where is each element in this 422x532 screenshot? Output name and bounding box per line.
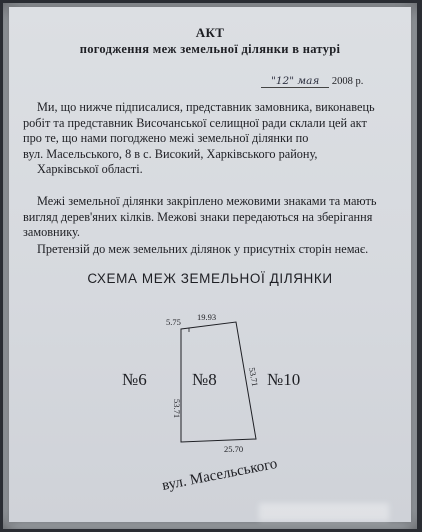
top-right-length-label: 19.93 <box>197 312 217 322</box>
bottom-length-label: 25.70 <box>224 444 244 454</box>
document-title: АКТ <box>195 25 225 40</box>
paragraph-1-line: робіт та представник Височанської селищної ради склали цей акт <box>23 115 367 130</box>
scheme-title: СХЕМА МЕЖ ЗЕМЕЛЬНОЇ ДІЛЯНКИ <box>87 271 333 286</box>
paragraph-2-line: вигляд дерев'яних кілків. Межові знаки передаються на зберігання <box>23 209 373 224</box>
street-label: вул. Масельського <box>160 455 279 494</box>
paragraph-1-line: про те, що нами погоджено межі земельної ділянки по <box>23 131 309 145</box>
paragraph-1 <box>23 100 393 178</box>
document-sheet <box>9 7 411 522</box>
date-handwritten: "12" мая <box>261 75 329 88</box>
paragraph-3-line: Претензій до меж земельних ділянок у присутніх сторін немає. <box>37 242 369 256</box>
paragraph-1-line: Харківської області. <box>37 162 143 176</box>
document-date <box>261 75 363 87</box>
plot-left-label: №6 <box>122 370 147 389</box>
date-year: 2008 р. <box>331 76 364 87</box>
plot-center-label: №8 <box>192 370 217 389</box>
paragraph-1-line: вул. Масельського, 8 в с. Високий, Харківського району, <box>23 146 318 161</box>
plot-right-label: №10 <box>267 370 301 389</box>
plot-scheme-drawing <box>9 297 411 497</box>
left-length-label: 53.71 <box>172 399 182 419</box>
paragraph-2-line: замовнику. <box>23 225 81 239</box>
right-length-label: 53.71 <box>247 366 261 388</box>
paragraph-2 <box>23 194 393 241</box>
paragraph-2-line: Межі земельної ділянки закріплено межовими знаками та мають <box>37 194 377 208</box>
blurred-stamp <box>259 503 389 521</box>
top-left-length-label: 5.75 <box>166 317 181 327</box>
paragraph-3 <box>23 242 393 258</box>
paragraph-1-line: Ми, що нижче підписалися, представник замовника, виконавець <box>37 100 375 114</box>
document-subtitle: погодження меж земельної ділянки в натурі <box>79 42 341 56</box>
